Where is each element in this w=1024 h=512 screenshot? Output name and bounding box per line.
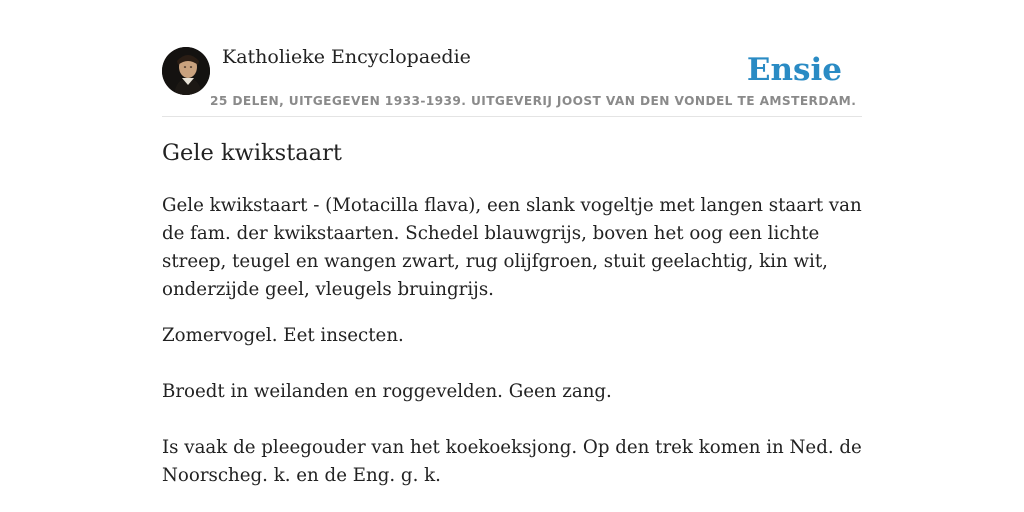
article-body [162,192,862,490]
source-title[interactable]: Katholieke Encyclopaedie [222,46,471,68]
portrait-icon [162,47,210,95]
article-paragraph: Is vaak de pleegouder van het koekoeksjong. Op den trek komen in Ned. de Noorscheg. k. en de Eng. g. k. [162,437,862,486]
article-paragraph: Gele kwikstaart - (Motacilla flava), een slank vogeltje met langen staart van de fam. der kwikstaarten. Schedel blauwgrijs, boven het oog een lichte streep, teugel en wangen zwart, rug olijfgroen, stuit geelachtig, kin wit, onderzijde geel, vleugels bruingrijs. [162,195,862,300]
page-container [162,0,862,486]
source-subtitle: 25 DELEN, UITGEGEVEN 1933-1939. UITGEVERIJ JOOST VAN DEN VONDEL TE AMSTERDAM. [210,94,857,108]
article-title: Gele kwikstaart [162,140,342,166]
source-avatar[interactable] [162,47,210,95]
source-header [162,0,862,117]
article-paragraph: Zomervogel. Eet insecten. [162,325,404,346]
ensie-logo[interactable]: Ensie [746,52,842,88]
article-paragraph: Broedt in weilanden en roggevelden. Geen zang. [162,381,612,402]
